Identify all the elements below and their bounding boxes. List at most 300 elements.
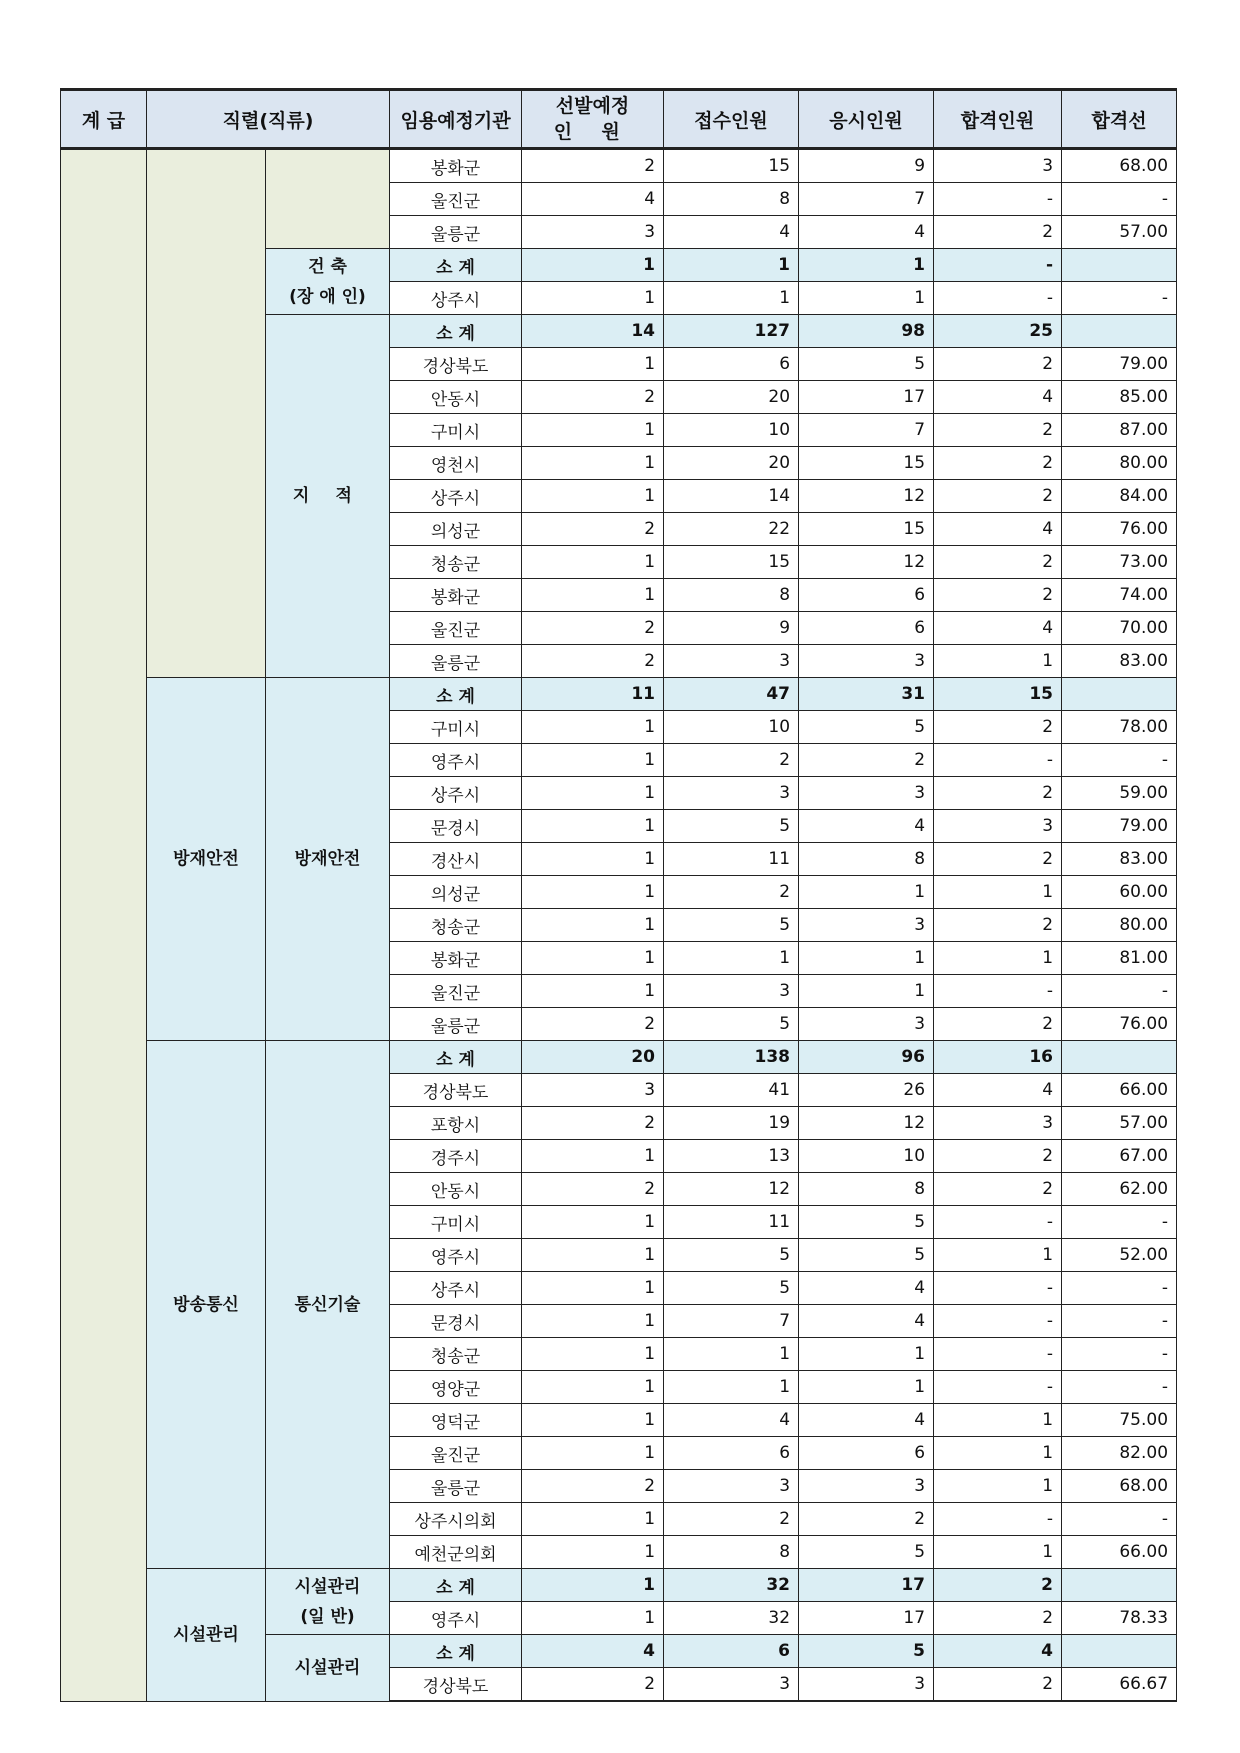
examined-cell: 4 xyxy=(799,1305,934,1338)
agency-cell: 예천군의회 xyxy=(390,1536,522,1569)
examined-cell: 6 xyxy=(799,1437,934,1470)
subseries-cell-disaster-safety xyxy=(266,678,390,1041)
passed-cell: - xyxy=(934,744,1062,777)
examined-cell: 15 xyxy=(799,447,934,480)
planned-cell: 1 xyxy=(522,843,664,876)
examined-cell: 17 xyxy=(799,1569,934,1602)
cutoff-cell: 59.00 xyxy=(1062,777,1177,810)
planned-cell: 1 xyxy=(522,1404,664,1437)
group-label: 시설관리 xyxy=(173,1624,239,1645)
passed-cell: 2 xyxy=(934,1668,1062,1702)
applied-cell: 11 xyxy=(664,843,799,876)
planned-cell: 1 xyxy=(522,909,664,942)
applied-cell: 20 xyxy=(664,447,799,480)
applied-cell: 4 xyxy=(664,1404,799,1437)
cutoff-cell: 52.00 xyxy=(1062,1239,1177,1272)
applied-cell: 4 xyxy=(664,216,799,249)
passed-cell: 3 xyxy=(934,149,1062,183)
agency-cell: 상주시 xyxy=(390,1272,522,1305)
cutoff-cell: 57.00 xyxy=(1062,216,1177,249)
cutoff-cell: 87.00 xyxy=(1062,414,1177,447)
category-cell-facility xyxy=(147,1569,266,1702)
agency-cell: 문경시 xyxy=(390,1305,522,1338)
examined-cell: 3 xyxy=(799,1668,934,1702)
planned-cell: 3 xyxy=(522,216,664,249)
applied-cell: 1 xyxy=(664,282,799,315)
planned-cell: 1 xyxy=(522,1536,664,1569)
planned-cell: 4 xyxy=(522,1635,664,1668)
planned-cell: 1 xyxy=(522,876,664,909)
cutoff-cell: 79.00 xyxy=(1062,810,1177,843)
agency-cell: 구미시 xyxy=(390,1206,522,1239)
planned-cell: 1 xyxy=(522,1503,664,1536)
applied-cell: 19 xyxy=(664,1107,799,1140)
examined-cell: 10 xyxy=(799,1140,934,1173)
applied-cell: 1 xyxy=(664,249,799,282)
passed-cell: 2 xyxy=(934,480,1062,513)
cutoff-cell: - xyxy=(1062,1272,1177,1305)
subseries-cell-telecom xyxy=(266,1041,390,1569)
cutoff-cell: 85.00 xyxy=(1062,381,1177,414)
examined-cell: 1 xyxy=(799,876,934,909)
examined-cell: 1 xyxy=(799,1338,934,1371)
applied-cell: 8 xyxy=(664,183,799,216)
table-body xyxy=(61,149,1177,1702)
agency-cell: 소 계 xyxy=(390,1041,522,1074)
passed-cell: 2 xyxy=(934,1008,1062,1041)
passed-cell: - xyxy=(934,249,1062,282)
passed-cell: 2 xyxy=(934,216,1062,249)
applied-cell: 2 xyxy=(664,876,799,909)
planned-cell: 1 xyxy=(522,1569,664,1602)
examined-cell: 2 xyxy=(799,1503,934,1536)
examined-cell: 1 xyxy=(799,942,934,975)
planned-cell: 1 xyxy=(522,249,664,282)
agency-cell: 영주시 xyxy=(390,1602,522,1635)
applied-cell: 3 xyxy=(664,975,799,1008)
category-cell-broadcast xyxy=(147,1041,266,1569)
subtotal-row xyxy=(61,678,1177,711)
subseries-cell-facility xyxy=(266,1635,390,1702)
agency-cell: 봉화군 xyxy=(390,942,522,975)
cutoff-cell: - xyxy=(1062,1371,1177,1404)
agency-cell: 울진군 xyxy=(390,612,522,645)
passed-cell: 2 xyxy=(934,1173,1062,1206)
planned-cell: 1 xyxy=(522,1206,664,1239)
header-row xyxy=(61,90,1177,149)
agency-cell: 안동시 xyxy=(390,1173,522,1206)
applied-cell: 10 xyxy=(664,414,799,447)
category-cell-disaster-safety xyxy=(147,678,266,1041)
passed-cell: 4 xyxy=(934,513,1062,546)
agency-cell: 봉화군 xyxy=(390,149,522,183)
applied-cell: 8 xyxy=(664,1536,799,1569)
planned-cell: 1 xyxy=(522,810,664,843)
examined-cell: 1 xyxy=(799,1371,934,1404)
applied-cell: 5 xyxy=(664,1272,799,1305)
examined-cell: 12 xyxy=(799,480,934,513)
header-planned-line2: 인 원 xyxy=(553,121,632,143)
examined-cell: 2 xyxy=(799,744,934,777)
planned-cell: 1 xyxy=(522,1338,664,1371)
planned-cell: 1 xyxy=(522,975,664,1008)
applied-cell: 7 xyxy=(664,1305,799,1338)
applied-cell: 3 xyxy=(664,645,799,678)
applied-cell: 3 xyxy=(664,1470,799,1503)
examined-cell: 3 xyxy=(799,777,934,810)
passed-cell: 1 xyxy=(934,645,1062,678)
applied-cell: 1 xyxy=(664,942,799,975)
cutoff-cell: 79.00 xyxy=(1062,348,1177,381)
header-series: 직렬(직류) xyxy=(147,90,390,149)
agency-cell: 문경시 xyxy=(390,810,522,843)
applied-cell: 32 xyxy=(664,1569,799,1602)
agency-cell: 상주시 xyxy=(390,480,522,513)
examined-cell: 1 xyxy=(799,249,934,282)
group-label: 건 축 xyxy=(308,256,347,277)
cutoff-cell: 68.00 xyxy=(1062,149,1177,183)
examined-cell: 31 xyxy=(799,678,934,711)
planned-cell: 1 xyxy=(522,1140,664,1173)
cutoff-cell xyxy=(1062,1569,1177,1602)
applied-cell: 127 xyxy=(664,315,799,348)
planned-cell: 11 xyxy=(522,678,664,711)
applied-cell: 3 xyxy=(664,777,799,810)
cutoff-cell: 66.00 xyxy=(1062,1074,1177,1107)
examined-cell: 7 xyxy=(799,414,934,447)
agency-cell: 상주시 xyxy=(390,282,522,315)
passed-cell: 3 xyxy=(934,1107,1062,1140)
agency-cell: 소 계 xyxy=(390,678,522,711)
results-table xyxy=(60,88,1177,1702)
group-label: 방송통신 xyxy=(173,1294,239,1315)
planned-cell: 1 xyxy=(522,1602,664,1635)
cutoff-cell: 81.00 xyxy=(1062,942,1177,975)
agency-cell: 영양군 xyxy=(390,1371,522,1404)
passed-cell: 25 xyxy=(934,315,1062,348)
planned-cell: 1 xyxy=(522,447,664,480)
passed-cell: 1 xyxy=(934,1470,1062,1503)
cutoff-cell: 66.67 xyxy=(1062,1668,1177,1702)
applied-cell: 41 xyxy=(664,1074,799,1107)
subseries-cell-building-disabled xyxy=(266,249,390,315)
subseries-cell-cadastral xyxy=(266,315,390,678)
examined-cell: 8 xyxy=(799,843,934,876)
cutoff-cell: - xyxy=(1062,1503,1177,1536)
applied-cell: 10 xyxy=(664,711,799,744)
header-planned-line1: 선발예정 xyxy=(555,95,630,117)
examined-cell: 5 xyxy=(799,1635,934,1668)
examined-cell: 9 xyxy=(799,149,934,183)
passed-cell: - xyxy=(934,1272,1062,1305)
examined-cell: 5 xyxy=(799,348,934,381)
passed-cell: - xyxy=(934,1338,1062,1371)
agency-cell: 영덕군 xyxy=(390,1404,522,1437)
applied-cell: 138 xyxy=(664,1041,799,1074)
passed-cell: 2 xyxy=(934,711,1062,744)
examined-cell: 26 xyxy=(799,1074,934,1107)
subseries-cell-facility-general xyxy=(266,1569,390,1635)
passed-cell: - xyxy=(934,975,1062,1008)
agency-cell: 영천시 xyxy=(390,447,522,480)
cutoff-cell: 78.33 xyxy=(1062,1602,1177,1635)
cutoff-cell: 73.00 xyxy=(1062,546,1177,579)
agency-cell: 포항시 xyxy=(390,1107,522,1140)
group-label: (장 애 인) xyxy=(289,286,366,307)
planned-cell: 2 xyxy=(522,612,664,645)
subseries-cell-continued xyxy=(266,149,390,249)
passed-cell: - xyxy=(934,1206,1062,1239)
header-grade: 계 급 xyxy=(61,90,147,149)
cutoff-cell xyxy=(1062,1041,1177,1074)
applied-cell: 5 xyxy=(664,810,799,843)
agency-cell: 봉화군 xyxy=(390,579,522,612)
planned-cell: 2 xyxy=(522,513,664,546)
subtotal-row xyxy=(61,1569,1177,1602)
examined-cell: 15 xyxy=(799,513,934,546)
passed-cell: 2 xyxy=(934,777,1062,810)
cutoff-cell: 80.00 xyxy=(1062,447,1177,480)
passed-cell: 2 xyxy=(934,843,1062,876)
planned-cell: 1 xyxy=(522,744,664,777)
examined-cell: 5 xyxy=(799,1206,934,1239)
cutoff-cell: - xyxy=(1062,1206,1177,1239)
cutoff-cell: - xyxy=(1062,183,1177,216)
group-label: 시설관리 xyxy=(294,1576,361,1597)
applied-cell: 2 xyxy=(664,1503,799,1536)
passed-cell: 2 xyxy=(934,447,1062,480)
planned-cell: 1 xyxy=(522,348,664,381)
applied-cell: 6 xyxy=(664,348,799,381)
passed-cell: 1 xyxy=(934,1404,1062,1437)
agency-cell: 의성군 xyxy=(390,876,522,909)
applied-cell: 47 xyxy=(664,678,799,711)
passed-cell: 15 xyxy=(934,678,1062,711)
agency-cell: 청송군 xyxy=(390,1338,522,1371)
examined-cell: 6 xyxy=(799,612,934,645)
planned-cell: 1 xyxy=(522,1239,664,1272)
cutoff-cell: 84.00 xyxy=(1062,480,1177,513)
examined-cell: 3 xyxy=(799,1008,934,1041)
agency-cell: 소 계 xyxy=(390,315,522,348)
passed-cell: 2 xyxy=(934,579,1062,612)
cutoff-cell: 75.00 xyxy=(1062,1404,1177,1437)
passed-cell: 1 xyxy=(934,1239,1062,1272)
passed-cell: - xyxy=(934,1503,1062,1536)
planned-cell: 1 xyxy=(522,1371,664,1404)
planned-cell: 3 xyxy=(522,1074,664,1107)
examined-cell: 4 xyxy=(799,810,934,843)
planned-cell: 2 xyxy=(522,149,664,183)
applied-cell: 6 xyxy=(664,1635,799,1668)
examined-cell: 7 xyxy=(799,183,934,216)
cutoff-cell: 74.00 xyxy=(1062,579,1177,612)
group-label: 방재안전 xyxy=(294,849,361,869)
agency-cell: 경상북도 xyxy=(390,1074,522,1107)
agency-cell: 소 계 xyxy=(390,1569,522,1602)
agency-cell: 경상북도 xyxy=(390,1668,522,1702)
planned-cell: 1 xyxy=(522,282,664,315)
passed-cell: 2 xyxy=(934,1569,1062,1602)
planned-cell: 2 xyxy=(522,381,664,414)
examined-cell: 17 xyxy=(799,381,934,414)
planned-cell: 1 xyxy=(522,1305,664,1338)
cutoff-cell: 82.00 xyxy=(1062,1437,1177,1470)
cutoff-cell xyxy=(1062,1635,1177,1668)
group-label: 방재안전 xyxy=(173,849,239,869)
cutoff-cell: 83.00 xyxy=(1062,843,1177,876)
passed-cell: 4 xyxy=(934,1635,1062,1668)
passed-cell: 1 xyxy=(934,1536,1062,1569)
planned-cell: 1 xyxy=(522,1272,664,1305)
applied-cell: 22 xyxy=(664,513,799,546)
cutoff-cell: 83.00 xyxy=(1062,645,1177,678)
applied-cell: 15 xyxy=(664,546,799,579)
header-cutoff: 합격선 xyxy=(1062,90,1177,149)
cutoff-cell: 68.00 xyxy=(1062,1470,1177,1503)
agency-cell: 경주시 xyxy=(390,1140,522,1173)
planned-cell: 14 xyxy=(522,315,664,348)
agency-cell: 청송군 xyxy=(390,909,522,942)
cutoff-cell: 76.00 xyxy=(1062,1008,1177,1041)
agency-cell: 구미시 xyxy=(390,414,522,447)
passed-cell: 1 xyxy=(934,876,1062,909)
applied-cell: 1 xyxy=(664,1338,799,1371)
group-label: (일 반) xyxy=(300,1606,355,1627)
applied-cell: 1 xyxy=(664,1371,799,1404)
applied-cell: 3 xyxy=(664,1668,799,1702)
agency-cell: 구미시 xyxy=(390,711,522,744)
examined-cell: 1 xyxy=(799,282,934,315)
passed-cell: 3 xyxy=(934,810,1062,843)
cutoff-cell: 70.00 xyxy=(1062,612,1177,645)
cutoff-cell: 76.00 xyxy=(1062,513,1177,546)
examined-cell: 8 xyxy=(799,1173,934,1206)
planned-cell: 2 xyxy=(522,1173,664,1206)
cutoff-cell: - xyxy=(1062,1338,1177,1371)
agency-cell: 상주시 xyxy=(390,777,522,810)
planned-cell: 1 xyxy=(522,546,664,579)
header-agency: 임용예정기관 xyxy=(390,90,522,149)
agency-cell: 경산시 xyxy=(390,843,522,876)
cutoff-cell xyxy=(1062,678,1177,711)
examined-cell: 3 xyxy=(799,645,934,678)
cutoff-cell xyxy=(1062,315,1177,348)
passed-cell: 4 xyxy=(934,381,1062,414)
passed-cell: 16 xyxy=(934,1041,1062,1074)
group-label: 지 적 xyxy=(292,486,363,506)
examined-cell: 98 xyxy=(799,315,934,348)
applied-cell: 15 xyxy=(664,149,799,183)
agency-cell: 울릉군 xyxy=(390,216,522,249)
passed-cell: - xyxy=(934,183,1062,216)
agency-cell: 울진군 xyxy=(390,183,522,216)
cutoff-cell: - xyxy=(1062,282,1177,315)
examined-cell: 96 xyxy=(799,1041,934,1074)
planned-cell: 1 xyxy=(522,414,664,447)
agency-cell: 울릉군 xyxy=(390,1008,522,1041)
grade-cell xyxy=(61,149,147,1702)
passed-cell: 2 xyxy=(934,1602,1062,1635)
planned-cell: 2 xyxy=(522,1668,664,1702)
planned-cell: 2 xyxy=(522,1470,664,1503)
agency-cell: 경상북도 xyxy=(390,348,522,381)
cutoff-cell: 66.00 xyxy=(1062,1536,1177,1569)
cutoff-cell: - xyxy=(1062,975,1177,1008)
examined-cell: 1 xyxy=(799,975,934,1008)
passed-cell: 1 xyxy=(934,1437,1062,1470)
planned-cell: 1 xyxy=(522,711,664,744)
planned-cell: 2 xyxy=(522,1008,664,1041)
header-examined: 응시인원 xyxy=(799,90,934,149)
applied-cell: 8 xyxy=(664,579,799,612)
passed-cell: 2 xyxy=(934,414,1062,447)
table-row xyxy=(61,149,1177,183)
examined-cell: 5 xyxy=(799,1536,934,1569)
applied-cell: 5 xyxy=(664,909,799,942)
agency-cell: 울릉군 xyxy=(390,645,522,678)
agency-cell: 울진군 xyxy=(390,975,522,1008)
agency-cell: 영주시 xyxy=(390,744,522,777)
cutoff-cell: - xyxy=(1062,744,1177,777)
applied-cell: 5 xyxy=(664,1239,799,1272)
planned-cell: 1 xyxy=(522,480,664,513)
applied-cell: 20 xyxy=(664,381,799,414)
header-planned xyxy=(522,90,664,149)
agency-cell: 청송군 xyxy=(390,546,522,579)
applied-cell: 5 xyxy=(664,1008,799,1041)
cutoff-cell: 78.00 xyxy=(1062,711,1177,744)
planned-cell: 20 xyxy=(522,1041,664,1074)
passed-cell: 4 xyxy=(934,612,1062,645)
planned-cell: 4 xyxy=(522,183,664,216)
cutoff-cell: 62.00 xyxy=(1062,1173,1177,1206)
passed-cell: 2 xyxy=(934,909,1062,942)
applied-cell: 6 xyxy=(664,1437,799,1470)
cutoff-cell: 67.00 xyxy=(1062,1140,1177,1173)
applied-cell: 11 xyxy=(664,1206,799,1239)
passed-cell: 2 xyxy=(934,546,1062,579)
cutoff-cell: 60.00 xyxy=(1062,876,1177,909)
examined-cell: 12 xyxy=(799,1107,934,1140)
examined-cell: 5 xyxy=(799,1239,934,1272)
cutoff-cell: - xyxy=(1062,1305,1177,1338)
examined-cell: 3 xyxy=(799,909,934,942)
applied-cell: 13 xyxy=(664,1140,799,1173)
passed-cell: 2 xyxy=(934,348,1062,381)
cutoff-cell xyxy=(1062,249,1177,282)
header-applied: 접수인원 xyxy=(664,90,799,149)
examined-cell: 4 xyxy=(799,216,934,249)
applied-cell: 9 xyxy=(664,612,799,645)
planned-cell: 1 xyxy=(522,942,664,975)
agency-cell: 울진군 xyxy=(390,1437,522,1470)
examined-cell: 6 xyxy=(799,579,934,612)
agency-cell: 소 계 xyxy=(390,249,522,282)
cutoff-cell: 80.00 xyxy=(1062,909,1177,942)
agency-cell: 울릉군 xyxy=(390,1470,522,1503)
agency-cell: 소 계 xyxy=(390,1635,522,1668)
planned-cell: 1 xyxy=(522,1437,664,1470)
applied-cell: 2 xyxy=(664,744,799,777)
applied-cell: 32 xyxy=(664,1602,799,1635)
agency-cell: 의성군 xyxy=(390,513,522,546)
planned-cell: 2 xyxy=(522,645,664,678)
applied-cell: 14 xyxy=(664,480,799,513)
examined-cell: 12 xyxy=(799,546,934,579)
planned-cell: 1 xyxy=(522,777,664,810)
subtotal-row xyxy=(61,1041,1177,1074)
